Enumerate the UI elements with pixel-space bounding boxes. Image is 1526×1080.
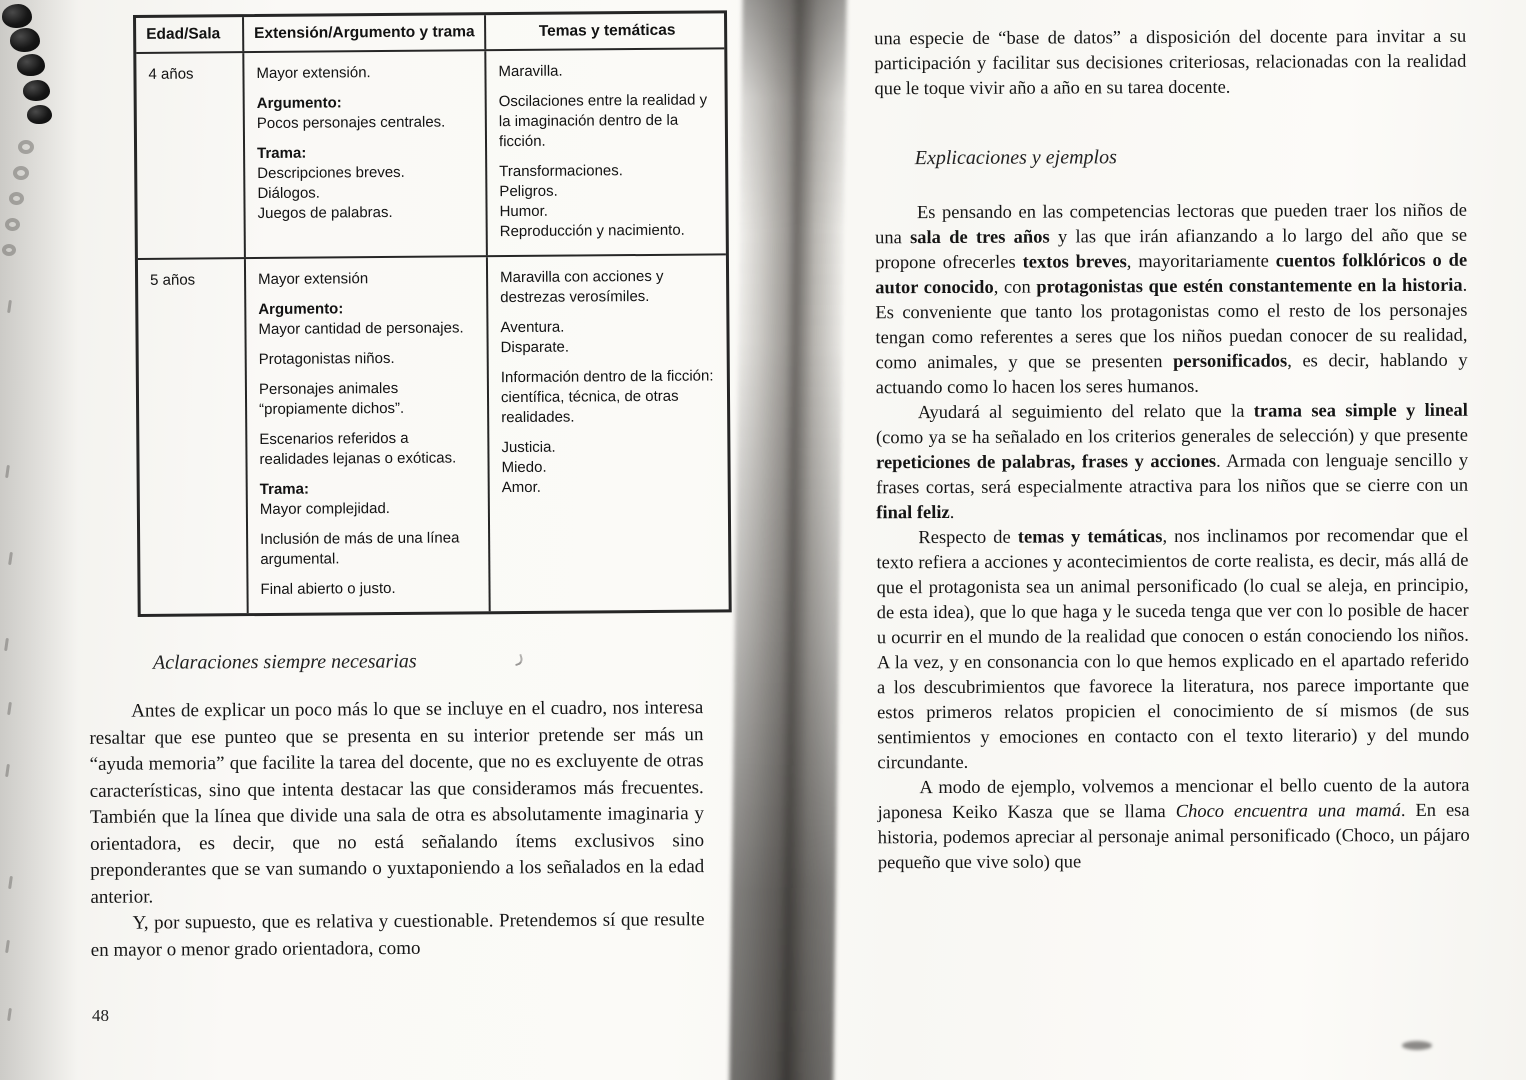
table-row xyxy=(138,255,729,614)
table-line: Argumento: xyxy=(258,300,344,319)
table-line: Transformaciones. xyxy=(499,162,623,181)
table-line: Amor. xyxy=(501,478,541,497)
cell-temas xyxy=(486,49,726,255)
paragraph: Ayudará al seguimiento del relato que la trama sea simple y lineal (como ya se ha señalado en los criterios generales de selección) y que presente repeticiones de palabras, frases y acciones. Armada con lenguaje sencillo y frases cortas, será especialmente atractiva para los niños que se cierre con un final feliz. xyxy=(875,400,1469,524)
table-line: Peligros. xyxy=(499,182,558,201)
right-page xyxy=(874,25,1470,877)
scan-artifact xyxy=(8,552,13,565)
table-line: Reproducción y nacimiento. xyxy=(499,221,685,241)
scan-artifact xyxy=(7,300,12,313)
section-heading-explicaciones: Explicaciones y ejemplos xyxy=(914,146,1117,170)
binding-hole xyxy=(5,218,20,231)
binding-hole xyxy=(23,80,50,101)
scan-artifact xyxy=(5,764,10,777)
table-line: Mayor extensión xyxy=(258,270,369,289)
cell-extension xyxy=(246,257,491,613)
paragraph: Antes de explicar un poco más lo que se incluye en el cuadro, nos interesa resaltar que ese punteo que se presenta en su interior pretende ser más un “ayuda memoria” que facilite la tarea del docente, que no es excluyente de otras características, sino que intenta destacar las que consideramos más frecuentes. También que la línea que divide una sala de otra es absolutamente imaginaria y orientadora, es decir, que no está señalando ítems exclusivos sino preponderantes que se van sumando o yuxtaponiendo a los señalados en la edad anterior. xyxy=(89,697,705,908)
table-line: Escenarios referidos a realidades lejanas o exóticas. xyxy=(259,429,457,469)
binding-hole xyxy=(27,105,52,124)
binding-hole xyxy=(17,54,45,76)
scan-artifact xyxy=(7,1008,12,1021)
binding-hole xyxy=(9,192,24,205)
table-line: Mayor complejidad. xyxy=(259,499,391,519)
table-line: Oscilaciones entre la realidad y la imaginación dentro de la ficción. xyxy=(498,91,708,151)
table-line: Mayor extensión. xyxy=(256,64,371,83)
table-line: Descripciones breves. xyxy=(257,163,405,183)
table-line: Protagonistas niños. xyxy=(258,349,395,369)
table-line: Inclusión de más de una línea argumental. xyxy=(260,529,460,569)
cell-edad: 4 años xyxy=(136,53,246,258)
table-line: Pocos personajes centrales. xyxy=(256,113,446,133)
left-page-text xyxy=(89,695,705,964)
table-line: Argumento: xyxy=(256,94,342,113)
table-line: Final abierto o justo. xyxy=(260,579,396,599)
table-line: Miedo. xyxy=(501,458,547,477)
table-line: Diálogos. xyxy=(257,184,321,203)
table-line: Juegos de palabras. xyxy=(257,203,393,223)
scan-artifact xyxy=(5,465,10,478)
scan-artifact xyxy=(4,638,9,651)
binding-hole xyxy=(18,140,34,154)
cell-temas xyxy=(488,255,729,611)
cell-extension xyxy=(244,51,488,257)
table-line: Maravilla. xyxy=(498,62,563,81)
continuation-paragraph: una especie de “base de datos” a disposición del docente para invitar a su participación y facilitar sus decisiones criteriosas, relacionadas con la realidad que le toque vivir año a año en su tarea docente. xyxy=(874,26,1467,100)
age-table xyxy=(133,10,732,617)
page-number-left: 48 xyxy=(92,1006,109,1025)
age-table-body xyxy=(136,49,728,614)
col-header-temas: Temas y temáticas xyxy=(538,21,676,40)
paragraph: Y, por supuesto, que es relativa y cuestionable. Pretendemos sí que resulte en mayor o menor grado orientadora, como xyxy=(90,909,705,961)
table-line: Trama: xyxy=(259,480,309,499)
binding-hole xyxy=(2,244,16,256)
table-line: Justicia. xyxy=(501,438,556,457)
table-line: Maravilla con acciones y destrezas verosímiles. xyxy=(500,267,664,307)
table-line: Aventura. xyxy=(500,318,565,337)
col-header-extension-argumento: Extensión/Argumento y trama xyxy=(244,15,486,51)
binding-hole xyxy=(10,28,40,52)
col-header-edad-sala: Edad/Sala xyxy=(136,17,244,52)
paragraph: Respecto de temas y temáticas, nos inclinamos por recomendar que el texto refiera a acciones y acontecimientos de corte realista, es decir, más allá de que el protagonista sea un animal personificado (lo cual se aleja, en principio, de esta idea), que lo que haga y le suceda tenga que ver con lo posible de hacer u ocurrir en el mundo de la realidad que conocen o están conociendo los niños. A la vez, y en consonancia con lo que hemos explicado en el apartado referido a los descubrimientos que favorece la literatura, nos parece importante que estos primeros relatos propicien el conocimiento de sí mismos (de sus sentimientos y emociones en contacto con el texto literario) y del mundo circundante. xyxy=(876,525,1470,774)
table-line: Humor. xyxy=(499,202,548,221)
table-row xyxy=(136,49,726,260)
table-line: Mayor cantidad de personajes. xyxy=(258,319,464,339)
table-header-row xyxy=(136,13,724,54)
scan-artifact xyxy=(7,702,12,715)
scan-artifact xyxy=(8,876,13,889)
table-line: Información dentro de la ficción: científica, técnica, de otras realidades. xyxy=(500,367,714,427)
table-line: Disparate. xyxy=(500,338,570,357)
table-line: Personajes animales “propiamente dichos”. xyxy=(258,379,405,419)
page-number-smudge xyxy=(1402,1041,1432,1050)
cell-edad: 5 años xyxy=(138,259,249,614)
ink-mark xyxy=(513,654,525,666)
binding-hole xyxy=(2,4,32,28)
section-heading-aclaraciones: Aclaraciones siempre necesarias xyxy=(152,650,417,674)
table-line: Trama: xyxy=(257,144,307,163)
paragraph: A modo de ejemplo, volvemos a mencionar el bello cuento de la autora japonesa Keiko Kasza que se llama Choco encuentra una mamá. En esa historia, podemos apreciar al personaje animal personificado (Choco, un pájaro pequeño que vive solo) que xyxy=(877,775,1470,874)
page-gutter-shadow xyxy=(729,0,846,1080)
binding-hole xyxy=(13,166,29,180)
scan-artifact xyxy=(5,940,10,953)
paragraph: Es pensando en las competencias lectoras que pueden traer los niños de una sala de tres años y las que irán afianzando a lo largo del año que se propone ofrecerles textos breves, mayoritariamente cuentos folklóricos o de autor conocido, con protagonistas que estén constantemente en la historia. Es conveniente que tanto los protagonistas como el resto de los personajes tengan como referentes a seres que los niños puedan conocer de su realidad, como animales, y que se presenten personificados, es decir, hablando y actuando como lo hacen los seres humanos. xyxy=(875,200,1468,399)
